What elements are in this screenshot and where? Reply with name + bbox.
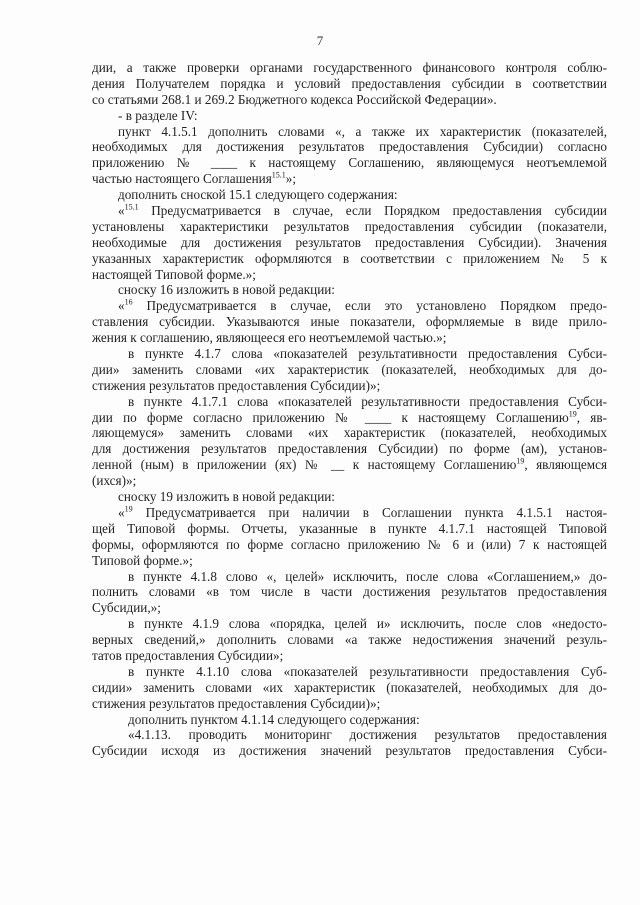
text-line: установлены характеристики результатов предоставления субсидии (показатели, <box>92 218 607 234</box>
text-line: «$^{19}$ Предусматривается при наличии в Соглашении пункта 4.1.5.1 настоя- <box>118 504 607 520</box>
text-line: пункт 4.1.5.1 дополнить словами «, а также их характеристик (показателей, <box>118 123 607 139</box>
text-line: ленной (ным) в приложении (ях) № __ к настоящему Соглашению$^{19}$, являющемся <box>92 457 607 473</box>
text-line: татов предоставления Субсидии»; <box>92 647 284 663</box>
text-line: дополнить пунктом 4.1.14 следующего содержания: <box>128 711 420 727</box>
text-line: сноску 16 изложить в новой редакции: <box>118 282 335 298</box>
text-line: стижения результатов предоставления Субсидии)»; <box>92 377 381 393</box>
text-line: верных сведений,» дополнить словами «а также недостижения значений резуль- <box>92 632 607 648</box>
text-line: Субсидии,»; <box>92 600 161 616</box>
text-line: дии» заменить словами «их характеристик (показателей, необходимых для до- <box>92 361 607 377</box>
text-line: в пункте 4.1.7.1 слова «показателей результативности предоставления Субси- <box>128 393 607 409</box>
text-line: стижения результатов предоставления Субсидии)»; <box>92 695 381 711</box>
text-line: необходимые для достижения результатов предоставления Субсидии). Значения <box>92 234 607 250</box>
text-line: (ихся)»; <box>92 473 137 489</box>
text-line: для достижения результатов предоставления Субсидии) по форме (ам), установ- <box>92 441 607 457</box>
text-line: дии, а также проверки органами государственного финансового контроля соблю- <box>92 60 607 75</box>
text-line: в пункте 4.1.8 слово «, целей» исключить, после слова «Соглашением,» до- <box>128 568 607 584</box>
text-line: щей Типовой формы. Отчеты, указанные в пункте 4.1.7.1 настоящей Типовой <box>92 520 607 536</box>
text-line: в пункте 4.1.9 слова «порядка, целей и» исключить, после слов «недосто- <box>128 616 607 632</box>
text-line: Типовой форме.»; <box>92 552 193 568</box>
text-line: полнить словами «в том числе в части достижения результатов предоставления <box>92 584 607 600</box>
text-line: в пункте 4.1.7 слова «показателей результативности предоставления Субси- <box>128 346 607 362</box>
text-line: ляющемуся» заменить словами «их характеристик (показателей, необходимых <box>92 425 607 441</box>
text-line: дополнить сноской 15.1 следующего содержания: <box>118 187 398 203</box>
text-line: Субсидии исходя из достижения значений результатов предоставления Субси- <box>92 743 607 759</box>
document-body <box>92 60 607 759</box>
text-line: «$^{15.1}$ Предусматривается в случае, если Порядком предоставления субсидии <box>118 203 607 219</box>
text-line: жения к соглашению, являющееся его неотъемлемой частью.»; <box>92 330 447 346</box>
text-line: необходимых для достижения результатов предоставления Субсидии) согласно <box>92 139 607 155</box>
text-line: указанных характеристик оформляются в соответствии с приложением № 5 к <box>92 250 607 266</box>
text-line: дения Получателем порядка и условий предоставления субсидии в соответствии <box>92 75 607 91</box>
footnote-ref: 16 <box>124 298 133 307</box>
text-line: со статьями 268.1 и 269.2 Бюджетного кодекса Российской Федерации». <box>92 91 497 107</box>
footnote-ref: 19 <box>568 409 577 419</box>
footnote-ref: 15.1 <box>271 171 286 180</box>
text-line: частью настоящего Соглашения$^{15.1}$»; <box>92 171 297 187</box>
text-line: ставления субсидии. Указываются иные показатели, оформляемые в виде прило- <box>92 314 607 330</box>
text-line: сидии» заменить словами «их характеристик (показателей, необходимых для до- <box>92 679 607 695</box>
text-line: формы, оформляются по форме согласно приложению № 6 и (или) 7 к настоящей <box>92 536 607 552</box>
text-line: настоящей Типовой форме.»; <box>92 266 256 282</box>
text-line: «$^{16}$ Предусматривается в случае, если это установлено Порядком предо- <box>118 298 607 314</box>
text-line: - в разделе IV: <box>118 107 198 123</box>
text-line: дии по форме согласно приложению № ____ к настоящему Соглашению$^{19}$, яв- <box>92 409 607 425</box>
text-line: в пункте 4.1.10 слова «показателей результативности предоставления Суб- <box>128 663 607 679</box>
text-line: «4.1.13. проводить мониторинг достижения результатов предоставления <box>128 727 607 743</box>
footnote-ref: 15.1 <box>124 203 139 212</box>
footnote-ref: 19 <box>516 457 525 466</box>
text-line: сноску 19 изложить в новой редакции: <box>118 489 335 505</box>
page-number: 7 <box>316 33 324 48</box>
footnote-ref: 19 <box>124 504 133 514</box>
text-line: приложению № ____ к настоящему Соглашению, являющемуся неотъемлемой <box>92 155 607 171</box>
